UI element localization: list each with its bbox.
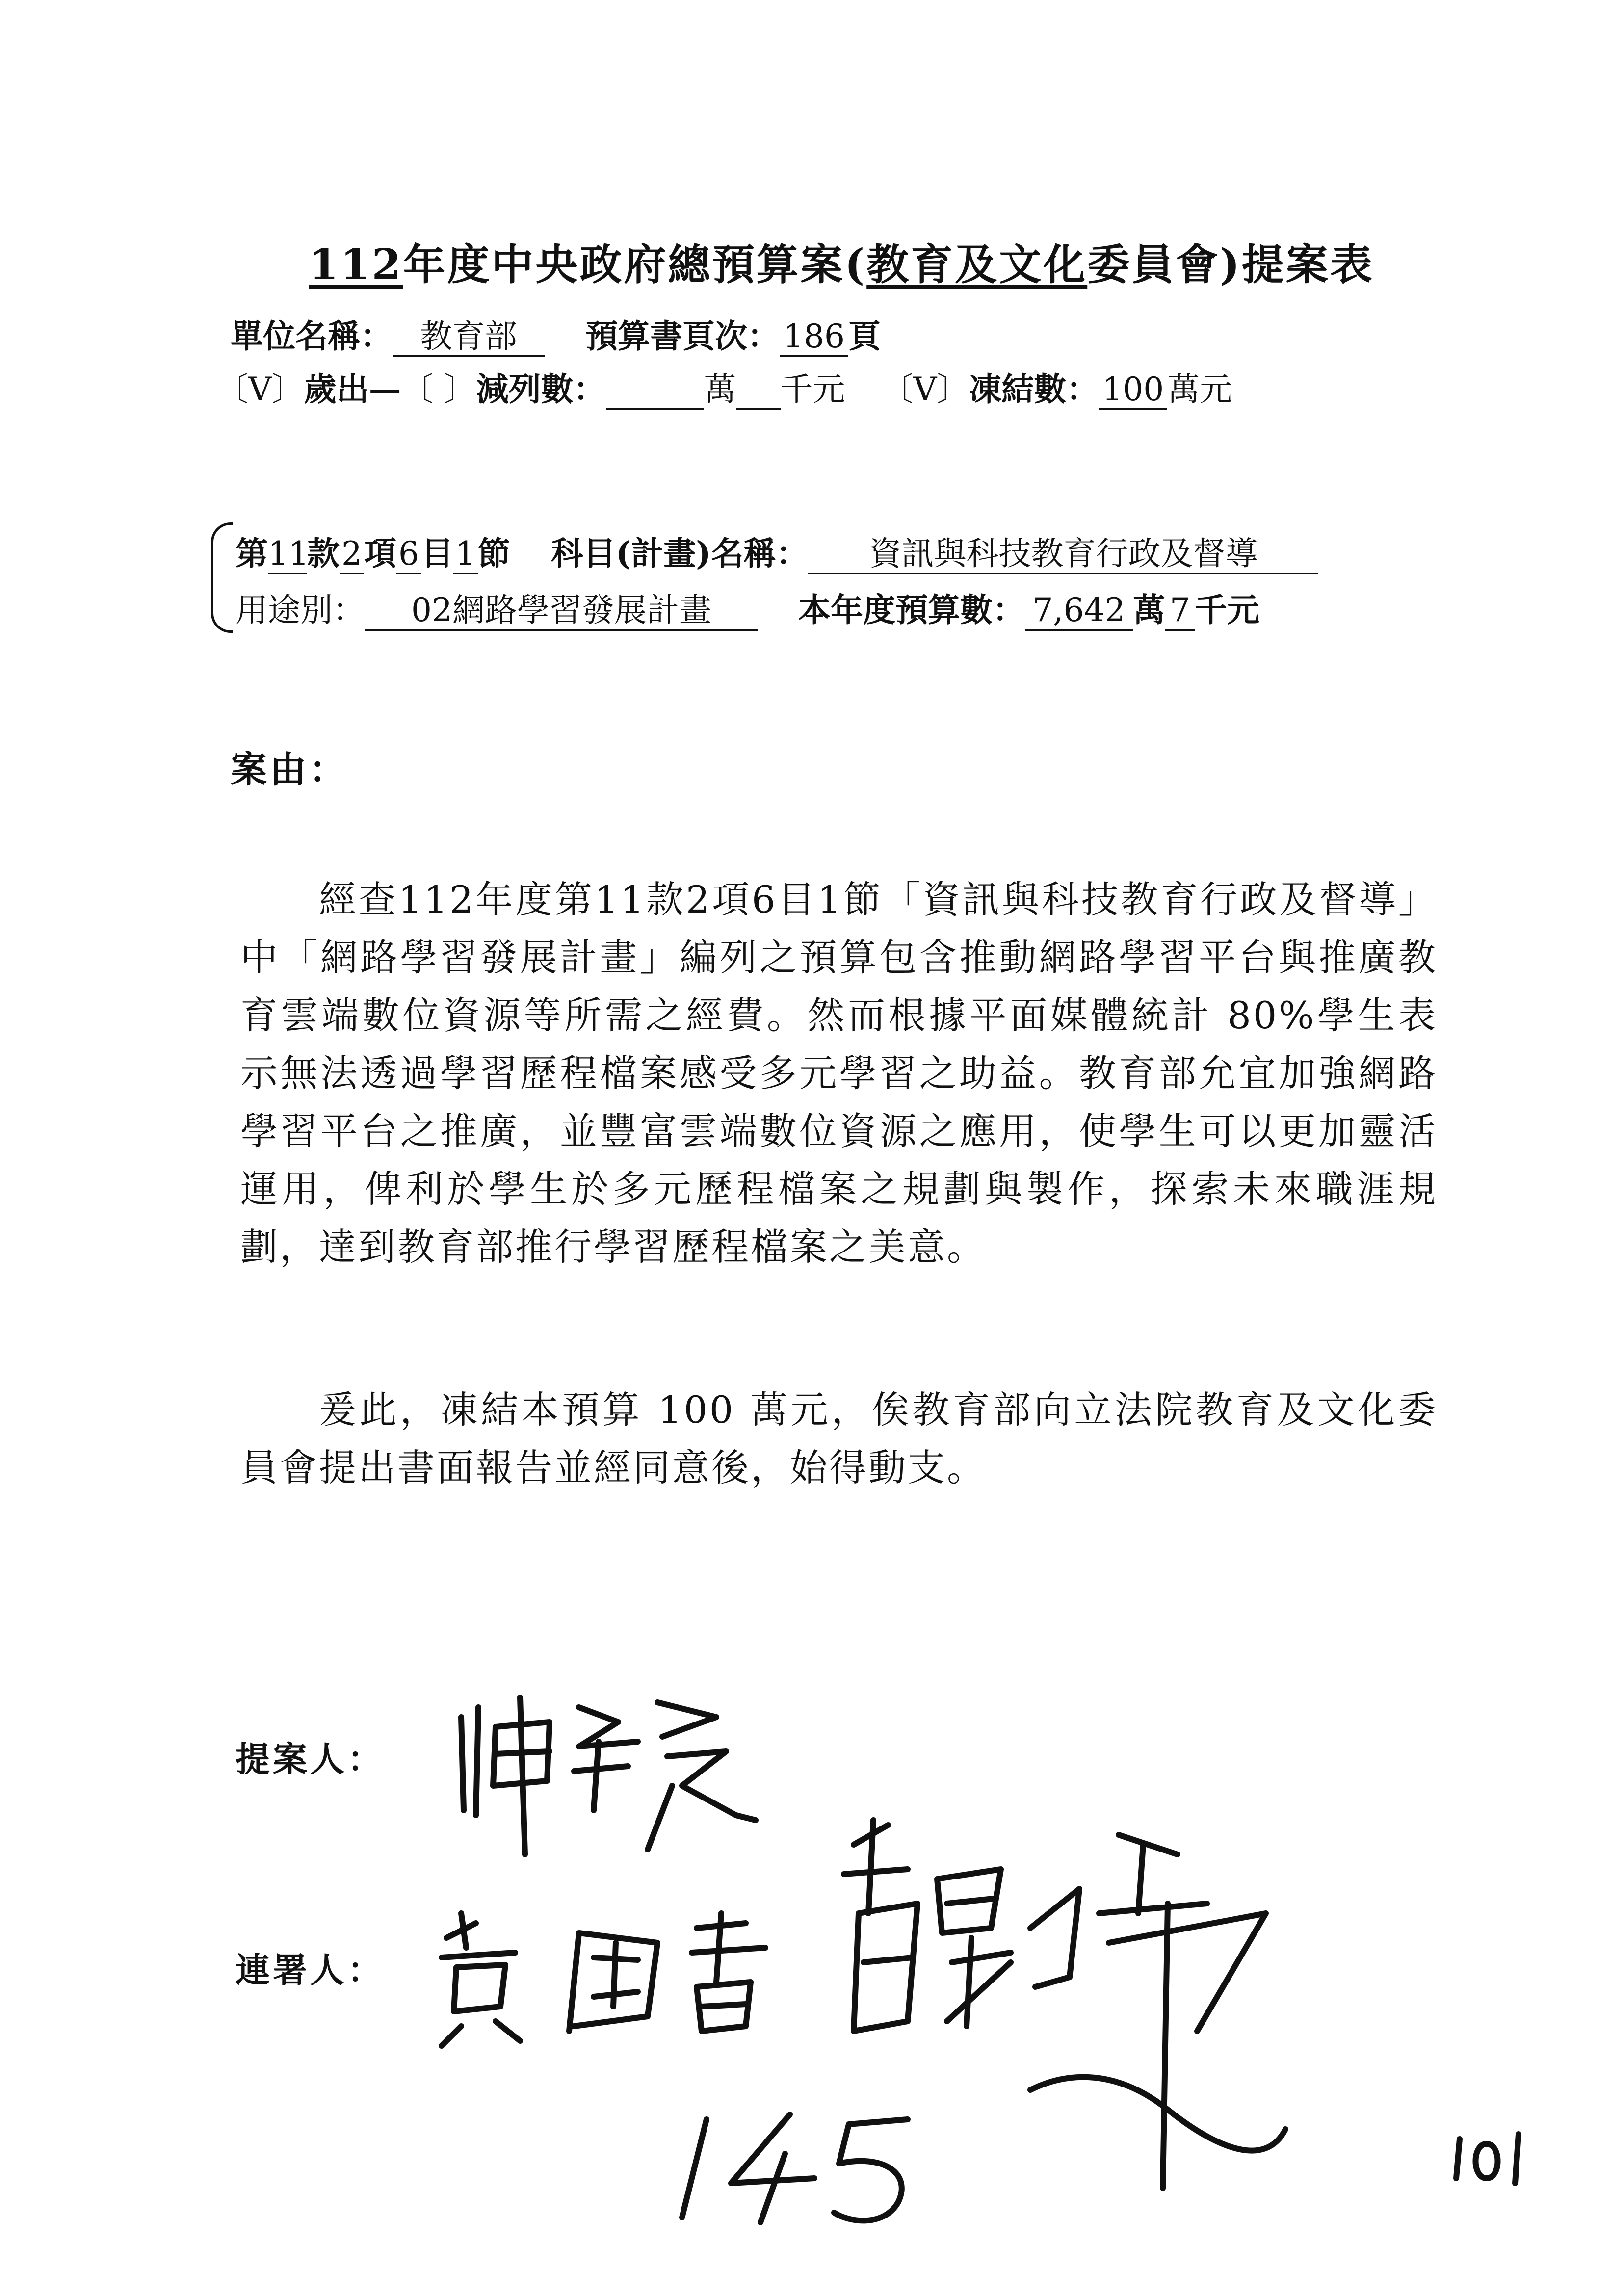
title-part2: 委員會)提案表 bbox=[1087, 240, 1374, 289]
budget-label: 本年度預算數： bbox=[798, 591, 1025, 629]
reason-paragraph-2: 爰此，凍結本預算 100 萬元，俟教育部向立法院教育及文化委員會提出書面報告並經同意後，始得動支。 bbox=[240, 1388, 1438, 1489]
page-suffix: 頁 bbox=[848, 317, 881, 355]
cut-check: 〔 〕 bbox=[401, 370, 476, 408]
expenditure-check: 〔V〕 bbox=[216, 370, 304, 408]
di-label: 第 bbox=[236, 534, 268, 573]
mu-value: 6 bbox=[396, 535, 421, 574]
title-part1: 年度中央政府總預算案( bbox=[403, 240, 867, 289]
page-value: 186 bbox=[780, 318, 848, 357]
page-label: 預算書頁次： bbox=[585, 317, 780, 355]
subject-label: 科目(計畫)名稱： bbox=[550, 534, 809, 573]
kuan-value: 11 bbox=[268, 535, 307, 574]
title-committee: 教育及文化 bbox=[866, 240, 1088, 289]
subject-row bbox=[236, 527, 1318, 574]
document-title bbox=[309, 231, 1374, 291]
cut-qian-value bbox=[736, 374, 781, 410]
budget-wan-value: 7,642 bbox=[1025, 592, 1133, 631]
freeze-unit: 萬元 bbox=[1167, 370, 1232, 408]
mu-label: 目 bbox=[421, 534, 453, 573]
unit-row bbox=[231, 310, 881, 357]
budget-qian-value: 7 bbox=[1165, 592, 1195, 631]
budget-wan-unit: 萬 bbox=[1132, 591, 1165, 629]
subject-value: 資訊與科技教育行政及督導 bbox=[808, 535, 1318, 574]
expenditure-label: 歲出— bbox=[304, 370, 401, 408]
freeze-value: 100 bbox=[1099, 371, 1167, 410]
freeze-check: 〔V〕 bbox=[881, 370, 969, 408]
reason-paragraph-1: 經查112年度第11款2項6目1節「資訊與科技教育行政及督導」中「網路學習發展計畫」編列之預算包含推動網路學習平台與推廣教育雲端數位資源等所需之經費。然而根據平面媒體統計 80%學生表示無法透過學習歷程檔案感受多元學習之助益。教育部允宜加強網路學習平台之推廣，並豐富雲端數位資源之應用，使學生可以更加靈活運用，俾利於學生於多元歷程檔案之規劃與製作，探索未來職涯規劃，達到教育部推行學習歷程檔案之美意。 bbox=[240, 878, 1438, 1269]
purpose-row bbox=[236, 584, 1259, 631]
jie-value: 1 bbox=[453, 535, 478, 574]
wan-unit: 萬 bbox=[704, 370, 736, 408]
cut-label: 減列數： bbox=[476, 370, 606, 408]
unit-value: 教育部 bbox=[393, 318, 545, 357]
subject-bracket bbox=[211, 522, 233, 633]
reason-heading: 案由： bbox=[231, 749, 348, 791]
cosigner-signature-1 bbox=[432, 1904, 814, 2051]
xiang-value: 2 bbox=[340, 535, 364, 574]
proposer-signature bbox=[451, 1688, 765, 1874]
cosigner-label: 連署人： bbox=[236, 1950, 385, 1990]
action-row bbox=[216, 363, 1232, 410]
budget-qian-unit: 千元 bbox=[1194, 591, 1259, 629]
freeze-label: 凍結數： bbox=[969, 370, 1099, 408]
proposer-label: 提案人： bbox=[236, 1739, 385, 1779]
cut-wan-value bbox=[606, 374, 704, 410]
unit-label: 單位名稱： bbox=[231, 317, 393, 355]
jie-label: 節 bbox=[478, 534, 510, 573]
purpose-label: 用途別： bbox=[236, 591, 365, 629]
kuan-label: 款 bbox=[307, 534, 340, 573]
title-year: 112 bbox=[309, 240, 403, 289]
qian-unit: 千元 bbox=[780, 370, 845, 408]
handwritten-number-145 bbox=[677, 2105, 932, 2232]
purpose-value: 02網路學習發展計畫 bbox=[365, 592, 758, 631]
xiang-label: 項 bbox=[364, 534, 396, 573]
page-number bbox=[1452, 2129, 1526, 2188]
